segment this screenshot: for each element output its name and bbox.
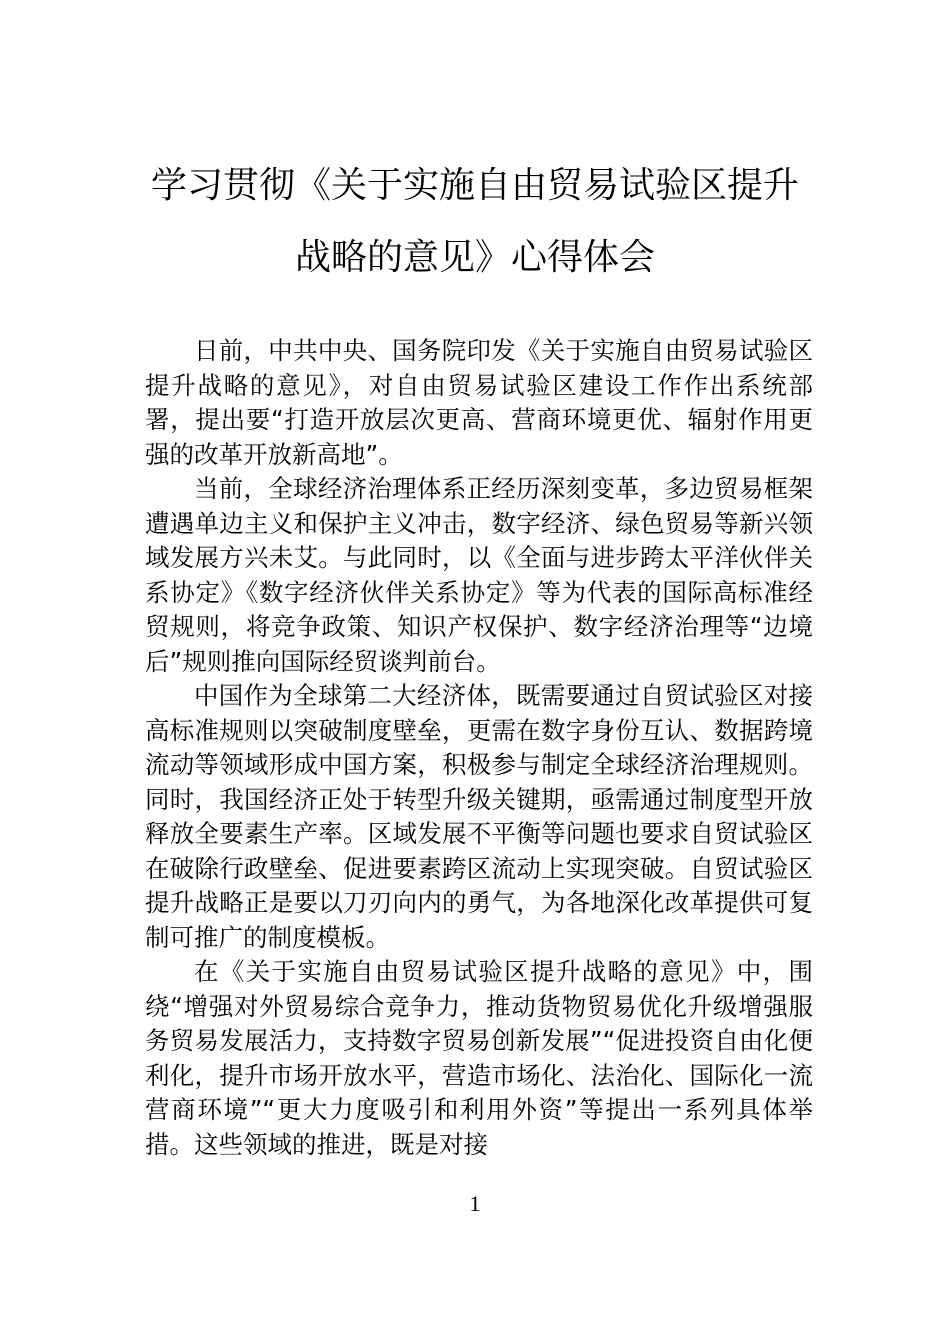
paragraph: 中国作为全球第二大经济体，既需要通过自贸试验区对接高标准规则以突破制度壁垒，更需在数字身份互认、数据跨境流动等领域形成中国方案，积极参与制定全球经济治理规则。同时，我国经济正处于转型升级关键期，亟需通过制度型开放释放全要素生产率。区域发展不平衡等问题也要求自贸试验区在破除行政壁垒、促进要素跨区流动上实现突破。自贸试验区提升战略正是要以刀刃向内的勇气，为各地深化改革提供可复制可推广的制度模板。 <box>145 681 813 952</box>
title-line-2: 战略的意见》心得体会 <box>294 237 655 278</box>
paragraph: 当前，全球经济治理体系正经历深刻变革，多边贸易框架遭遇单边主义和保护主义冲击，数字经济、绿色贸易等新兴领域发展方兴未艾。与此同时，以《全面与进步跨太平洋伙伴关系协定》《数字经济伙伴关系协定》等为代表的国际高标准经贸规则，将竞争政策、知识产权保护、数字经济治理等“边境后”规则推向国际经贸谈判前台。 <box>145 474 813 676</box>
title-line-1: 学习贯彻《关于实施自由贸易试验区提升 <box>150 165 799 206</box>
paragraph: 在《关于实施自由贸易试验区提升战略的意见》中，围绕“增强对外贸易综合竞争力，推动货物贸易优化升级增强服务贸易发展活力，支持数字贸易创新发展”“促进投资自由化便利化，提升市场开放水平，营造市场化、法治化、国际化一流营商环境”“更大力度吸引和利用外资”等提出一系列具体举措。这些领域的推进，既是对接 <box>145 957 813 1159</box>
page-number: 1 <box>469 1191 481 1216</box>
document-title <box>140 150 810 294</box>
document-body <box>145 334 813 1162</box>
paragraph: 日前，中共中央、国务院印发《关于实施自由贸易试验区提升战略的意见》，对自由贸易试验区建设工作作出系统部署，提出要“打造开放层次更高、营商环境更优、辐射作用更强的改革开放新高地”。 <box>145 336 813 469</box>
